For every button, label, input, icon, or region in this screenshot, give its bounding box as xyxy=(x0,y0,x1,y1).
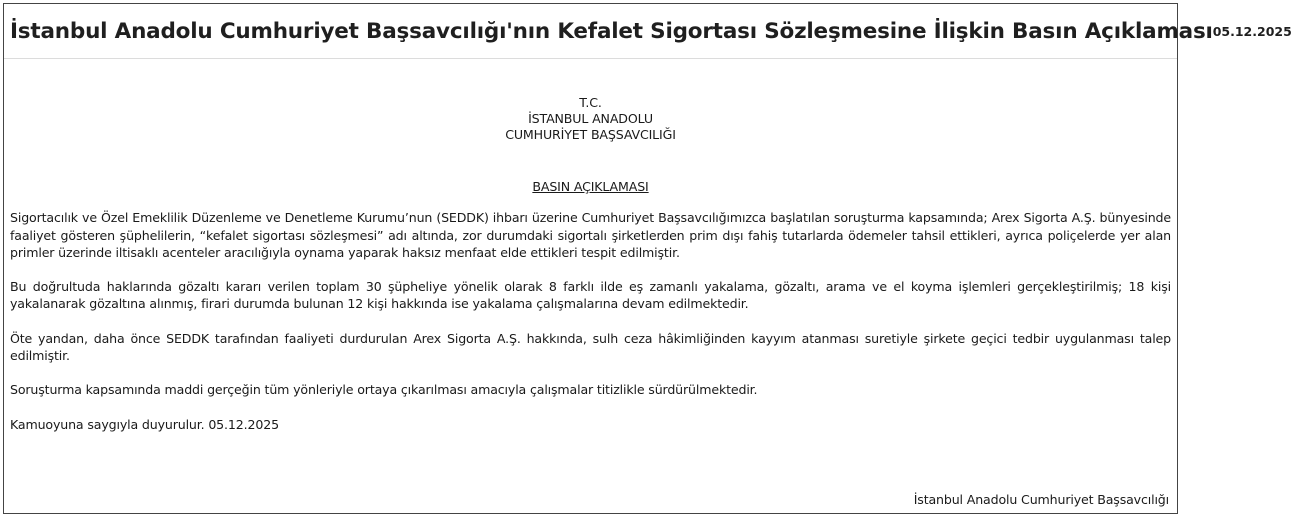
paragraph: Sigortacılık ve Özel Emeklilik Düzenleme ve Denetleme Kurumu’nun (SEDDK) ihbarı üzerine Cumhuriyet Başsavcılığımızca başlatılan soruşturma kapsamında; Arex Sigorta A.Ş. bünyesinde faaliyet gösteren şüphelilerin, “kefalet sigortası sözleşmesi” adı altında, zor durumdaki sigortalı şirketlerden prim dışı fahiş tutarlarda ödemeler tahsil ettikleri, ayrıca poliçelerde yer alan primler üzerinde iltisaklı acenteler aracılığıyla oynama yaparak haksız menfaat elde ettikleri tespit edilmiştir. xyxy=(10,210,1171,260)
paragraph: Bu doğrultuda haklarında gözaltı kararı verilen toplam 30 şüpheliye yönelik olarak 8 farklı ilde eş zamanlı yakalama, gözaltı, arama ve el koyma işlemleri gerçekleştirilmiş; 18 kişi yakalanarak gözaltına alınmış, firari durumda bulunan 12 kişi hakkında ise yakalama çalışmalarına devam edilmektedir. xyxy=(10,279,1171,312)
paragraph: Öte yandan, daha önce SEDDK tarafından faaliyeti durdurulan Arex Sigorta A.Ş. hakkında, sulh ceza hâkimliğinden kayyım atanması suretiyle şirkete geçici tedbir uygulanması talep edilmiştir. xyxy=(10,330,1171,364)
document-frame xyxy=(3,3,1292,514)
letterhead-line-city: İSTANBUL ANADOLU xyxy=(528,111,653,126)
closing-line: Kamuoyuna saygıyla duyurulur. 05.12.2025 xyxy=(10,416,279,432)
letterhead xyxy=(10,95,1171,143)
document-type-heading: BASIN AÇIKLAMASI xyxy=(532,179,649,194)
paragraph: Soruşturma kapsamında maddi gerçeğin tüm yönleriyle ortaya çıkarılması amacıyla çalışmalar titizlikle sürdürülmektedir. xyxy=(10,382,758,398)
signature: İstanbul Anadolu Cumhuriyet Başsavcılığı xyxy=(913,492,1169,507)
page-title: İstanbul Anadolu Cumhuriyet Başsavcılığı'nın Kefalet Sigortası Sözleşmesine İlişkin Basın Açıklaması xyxy=(10,18,1213,44)
letterhead-line-tc: T.C. xyxy=(579,95,602,110)
page-header xyxy=(4,4,1292,59)
letterhead-line-office: CUMHURİYET BAŞSAVCILIĞI xyxy=(505,127,676,142)
document-body xyxy=(4,59,1177,433)
publish-date: 05.12.2025 xyxy=(1212,23,1292,39)
